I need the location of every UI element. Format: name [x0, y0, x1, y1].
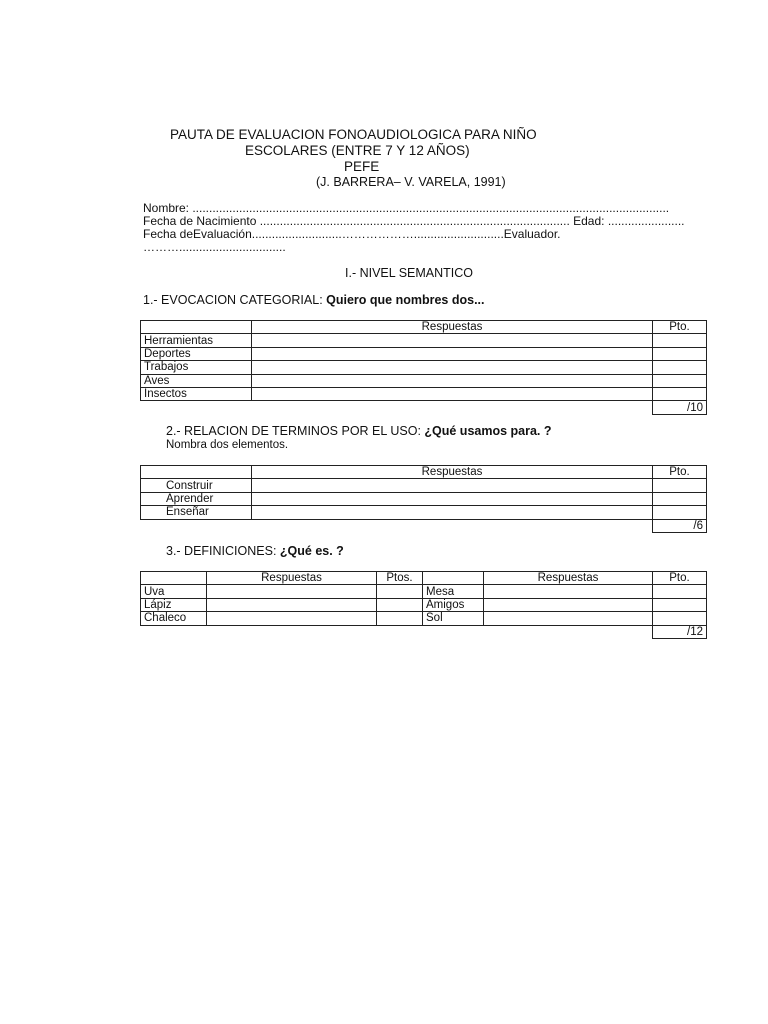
q1-score-cell[interactable] — [653, 347, 707, 360]
q2-header-empty — [141, 466, 252, 479]
q3-header-respuestas-left: Respuestas — [207, 572, 377, 585]
q1-answer-cell[interactable] — [252, 334, 653, 347]
q2-score-cell[interactable] — [653, 506, 707, 519]
table-row — [141, 347, 707, 360]
q2-heading — [166, 424, 552, 438]
q1-header-pto: Pto. — [653, 321, 707, 334]
q3-right-label: Mesa — [423, 585, 484, 598]
q3-right-score-cell[interactable] — [653, 598, 707, 611]
table-row — [141, 374, 707, 387]
q2-prefix: 2.- RELACION DE TERMINOS POR EL USO: — [166, 424, 425, 438]
q3-right-score-cell[interactable] — [653, 612, 707, 625]
q3-right-answer-cell[interactable] — [484, 598, 653, 611]
table-row — [141, 585, 707, 598]
q3-right-answer-cell[interactable] — [484, 585, 653, 598]
q3-left-score-cell[interactable] — [377, 598, 423, 611]
q2-table — [140, 465, 707, 533]
q1-row-label: Herramientas — [141, 334, 252, 347]
q2-header-pto: Pto. — [653, 466, 707, 479]
field-fecha-evaluacion[interactable]: Fecha deEvaluación...........................………………...........................Evaluador. — [143, 227, 561, 241]
q2-row-label: Enseñar — [141, 506, 252, 519]
q1-answer-cell[interactable] — [252, 387, 653, 400]
table-row — [141, 612, 707, 625]
q3-left-label: Uva — [141, 585, 207, 598]
q1-score-cell[interactable] — [653, 374, 707, 387]
q3-left-label: Lápiz — [141, 598, 207, 611]
q3-header-pto-right: Pto. — [653, 572, 707, 585]
title-line-2: ESCOLARES (ENTRE 7 Y 12 AÑOS) — [245, 143, 470, 158]
q2-score-cell[interactable] — [653, 492, 707, 505]
q1-header-empty — [141, 321, 252, 334]
title-line-3: PEFE — [344, 159, 380, 174]
q3-left-answer-cell[interactable] — [207, 585, 377, 598]
q3-left-score-cell[interactable] — [377, 585, 423, 598]
table-row — [141, 334, 707, 347]
q3-right-score-cell[interactable] — [653, 585, 707, 598]
q1-prefix: 1.- EVOCACION CATEGORIAL: — [143, 293, 327, 307]
q2-header-respuestas: Respuestas — [252, 466, 653, 479]
q3-table — [140, 571, 707, 639]
authors-line: (J. BARRERA– V. VARELA, 1991) — [316, 175, 506, 189]
q3-right-answer-cell[interactable] — [484, 612, 653, 625]
q1-row-label: Insectos — [141, 387, 252, 400]
q3-heading — [166, 544, 344, 558]
q1-total-score[interactable]: /10 — [653, 401, 707, 414]
q2-total-score[interactable]: /6 — [653, 519, 707, 532]
table-row — [141, 506, 707, 519]
q3-header-empty-right — [423, 572, 484, 585]
q1-score-cell[interactable] — [653, 387, 707, 400]
q3-left-label: Chaleco — [141, 612, 207, 625]
q3-total-score[interactable]: /12 — [653, 625, 707, 638]
q1-answer-cell[interactable] — [252, 361, 653, 374]
q3-prompt: ¿Qué es. ? — [279, 544, 344, 558]
q3-header-ptos-left: Ptos. — [377, 572, 423, 585]
q1-score-cell[interactable] — [653, 334, 707, 347]
q1-prompt: Quiero que nombres dos... — [326, 293, 485, 307]
table-row — [141, 387, 707, 400]
q2-row-label: Aprender — [141, 492, 252, 505]
q1-score-cell[interactable] — [653, 361, 707, 374]
q2-answer-cell[interactable] — [252, 506, 653, 519]
q3-header-respuestas-right: Respuestas — [484, 572, 653, 585]
q2-answer-cell[interactable] — [252, 492, 653, 505]
q2-score-cell[interactable] — [653, 479, 707, 492]
q1-answer-cell[interactable] — [252, 347, 653, 360]
table-row — [141, 361, 707, 374]
q1-heading — [143, 293, 485, 307]
q1-row-label: Aves — [141, 374, 252, 387]
q1-header-respuestas: Respuestas — [252, 321, 653, 334]
q1-row-label: Deportes — [141, 347, 252, 360]
q3-prefix: 3.- DEFINICIONES: — [166, 544, 280, 558]
q3-right-label: Sol — [423, 612, 484, 625]
section-title: I.- NIVEL SEMANTICO — [345, 266, 474, 280]
q3-left-answer-cell[interactable] — [207, 612, 377, 625]
q2-answer-cell[interactable] — [252, 479, 653, 492]
field-nombre[interactable]: Nombre: ............................................................................................................................................... — [143, 201, 670, 215]
q2-prompt: ¿Qué usamos para. ? — [424, 424, 552, 438]
field-evaluador-cont[interactable]: ………................................ — [143, 240, 286, 254]
table-row — [141, 479, 707, 492]
title-line-1: PAUTA DE EVALUACION FONOAUDIOLOGICA PARA NIÑO — [170, 127, 537, 142]
q3-right-label: Amigos — [423, 598, 484, 611]
field-fecha-nacimiento[interactable]: Fecha de Nacimiento ............................................................................................. Edad: ....................... — [143, 214, 685, 228]
q1-answer-cell[interactable] — [252, 374, 653, 387]
q3-header-empty-left — [141, 572, 207, 585]
table-row — [141, 492, 707, 505]
q2-row-label: Construir — [141, 479, 252, 492]
q1-table — [140, 320, 707, 415]
q1-row-label: Trabajos — [141, 361, 252, 374]
table-row — [141, 598, 707, 611]
q3-left-answer-cell[interactable] — [207, 598, 377, 611]
q3-left-score-cell[interactable] — [377, 612, 423, 625]
q2-subtext: Nombra dos elementos. — [166, 439, 289, 451]
